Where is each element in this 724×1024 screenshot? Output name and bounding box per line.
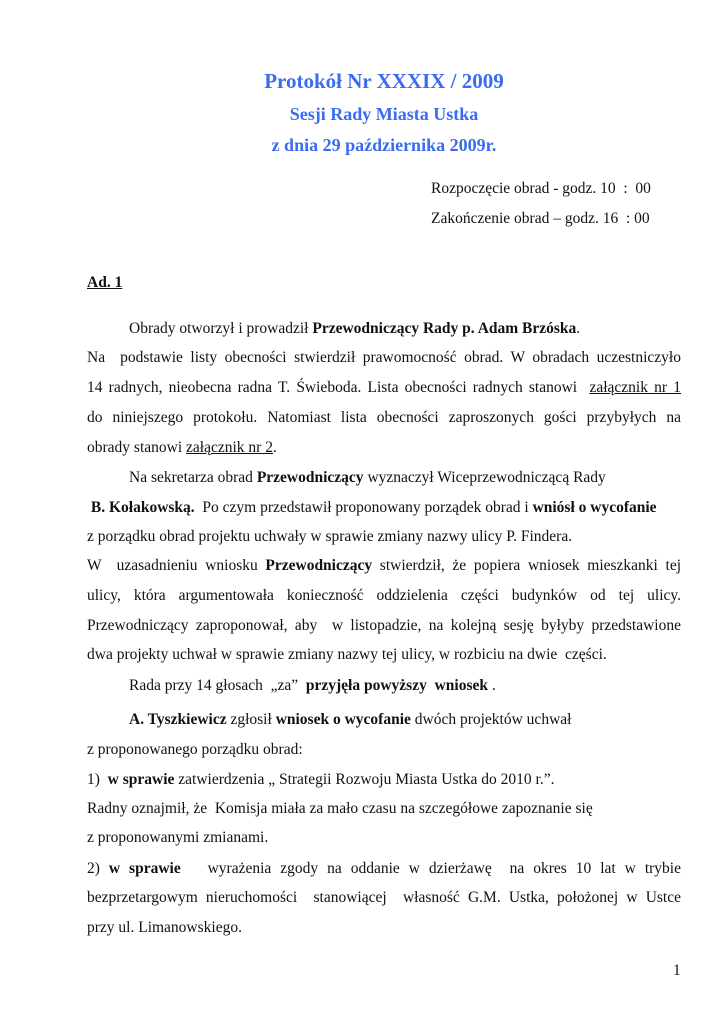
session-start-time: Rozpoczęcie obrad - godz. 10 : 00	[431, 180, 651, 197]
text-segment: do niniejszego protokołu. Natomiast lista obecności zaproszonych gości przybyłych na	[87, 409, 681, 426]
paragraph-line	[87, 770, 681, 790]
text-segment: dwa projekty uchwał w sprawie zmiany nazwy tej ulicy, w rozbiciu na dwie części.	[87, 646, 607, 663]
paragraph-line	[87, 616, 681, 636]
text-segment: Radny oznajmił, że Komisja miała za mało czasu na szczegółowe zapoznanie się	[87, 800, 593, 817]
paragraph-line	[87, 408, 681, 428]
paragraph-line	[87, 319, 681, 339]
paragraph-line	[87, 378, 681, 398]
text-segment: Na podstawie listy obecności stwierdził prawomocność obrad. W obradach uczestniczyło	[87, 349, 681, 366]
text-segment: obrady stanowi	[87, 439, 187, 456]
paragraph-line	[87, 710, 681, 730]
text-segment: zgłosił	[226, 711, 276, 728]
paragraph-line	[87, 586, 681, 606]
bold-text: w sprawie	[108, 860, 181, 877]
text-segment: z proponowanego porządku obrad:	[87, 741, 303, 758]
paragraph-line	[87, 498, 681, 518]
attachment-reference: załącznik nr 1	[589, 379, 681, 396]
paragraph-line	[87, 468, 681, 488]
paragraph-line	[87, 438, 681, 458]
text-segment: 2)	[87, 860, 109, 877]
text-segment: przy ul. Limanowskiego.	[87, 919, 242, 936]
text-segment: z proponowanymi zmianami.	[87, 829, 269, 846]
text-segment: bezprzetargowym nieruchomości stanowiącej własność G.M. Ustka, położonej w Ustce	[87, 889, 681, 906]
text-segment: stwierdził, że popiera wniosek mieszkanki tej	[372, 557, 681, 574]
bold-text: wniósł o wycofanie	[532, 499, 657, 516]
text-segment: dwóch projektów uchwał	[410, 711, 572, 728]
paragraph-line	[87, 828, 681, 848]
text-segment: Po czym przedstawił proponowany porządek obrad i	[194, 499, 533, 516]
document-date: z dnia 29 października 2009r.	[271, 135, 497, 155]
text-segment: Przewodniczący zaproponował, aby w listopadzie, na kolejną sesję byłyby przedstawione	[87, 617, 681, 634]
paragraph-line	[87, 740, 681, 760]
text-segment: wyznaczył Wiceprzewodniczącą Rady	[363, 469, 606, 486]
text-segment: .	[488, 677, 496, 694]
paragraph-line	[87, 859, 681, 879]
section-heading: Ad. 1	[87, 274, 123, 291]
text-segment: wyrażenia zgody na oddanie w dzierżawę na okres 10 lat w trybie	[180, 860, 681, 877]
text-segment: zatwierdzenia „ Strategii Rozwoju Miasta Ustka do 2010 r.”.	[174, 771, 555, 788]
text-segment: W uzasadnieniu wniosku	[87, 557, 266, 574]
text-segment: 1)	[87, 771, 108, 788]
document-subtitle: Sesji Rady Miasta Ustka	[289, 104, 479, 124]
paragraph-line	[87, 527, 681, 547]
page-number: 1	[673, 962, 681, 979]
paragraph-line	[87, 645, 681, 665]
text-segment: Na sekretarza obrad	[129, 469, 257, 486]
paragraph-line	[87, 556, 681, 576]
bold-text: A. Tyszkiewicz	[129, 711, 227, 728]
session-end-time: Zakończenie obrad – godz. 16 : 00	[431, 210, 650, 227]
paragraph-line	[87, 918, 681, 938]
attachment-reference: załącznik nr 2	[186, 439, 273, 456]
text-segment: ulicy, która argumentowała konieczność oddzielenia części budynków od tej ulicy.	[87, 587, 681, 604]
paragraph-line	[87, 799, 681, 819]
text-segment: .	[576, 320, 581, 337]
text-segment: z porządku obrad projektu uchwały w sprawie zmiany nazwy ulicy P. Findera.	[87, 528, 573, 545]
text-segment: Rada przy 14 głosach „za”	[129, 677, 306, 694]
paragraph-line	[87, 676, 681, 696]
bold-text: Przewodniczący Rady p. Adam Brzóska	[312, 320, 577, 337]
text-segment: 14 radnych, nieobecna radna T. Świeboda. Lista obecności radnych stanowi	[87, 379, 590, 396]
bold-text: przyjęła powyższy wniosek	[305, 677, 489, 694]
bold-text: B. Kołakowską.	[90, 499, 195, 516]
document-title: Protokół Nr XXXIX / 2009	[264, 69, 504, 93]
bold-text: w sprawie	[107, 771, 175, 788]
bold-text: Przewodniczący	[256, 469, 364, 486]
paragraph-line	[87, 348, 681, 368]
text-segment: Obrady otworzył i prowadził	[129, 320, 313, 337]
text-segment: .	[272, 439, 277, 456]
bold-text: Przewodniczący	[265, 557, 373, 574]
paragraph-line	[87, 888, 681, 908]
bold-text: wniosek o wycofanie	[275, 711, 411, 728]
